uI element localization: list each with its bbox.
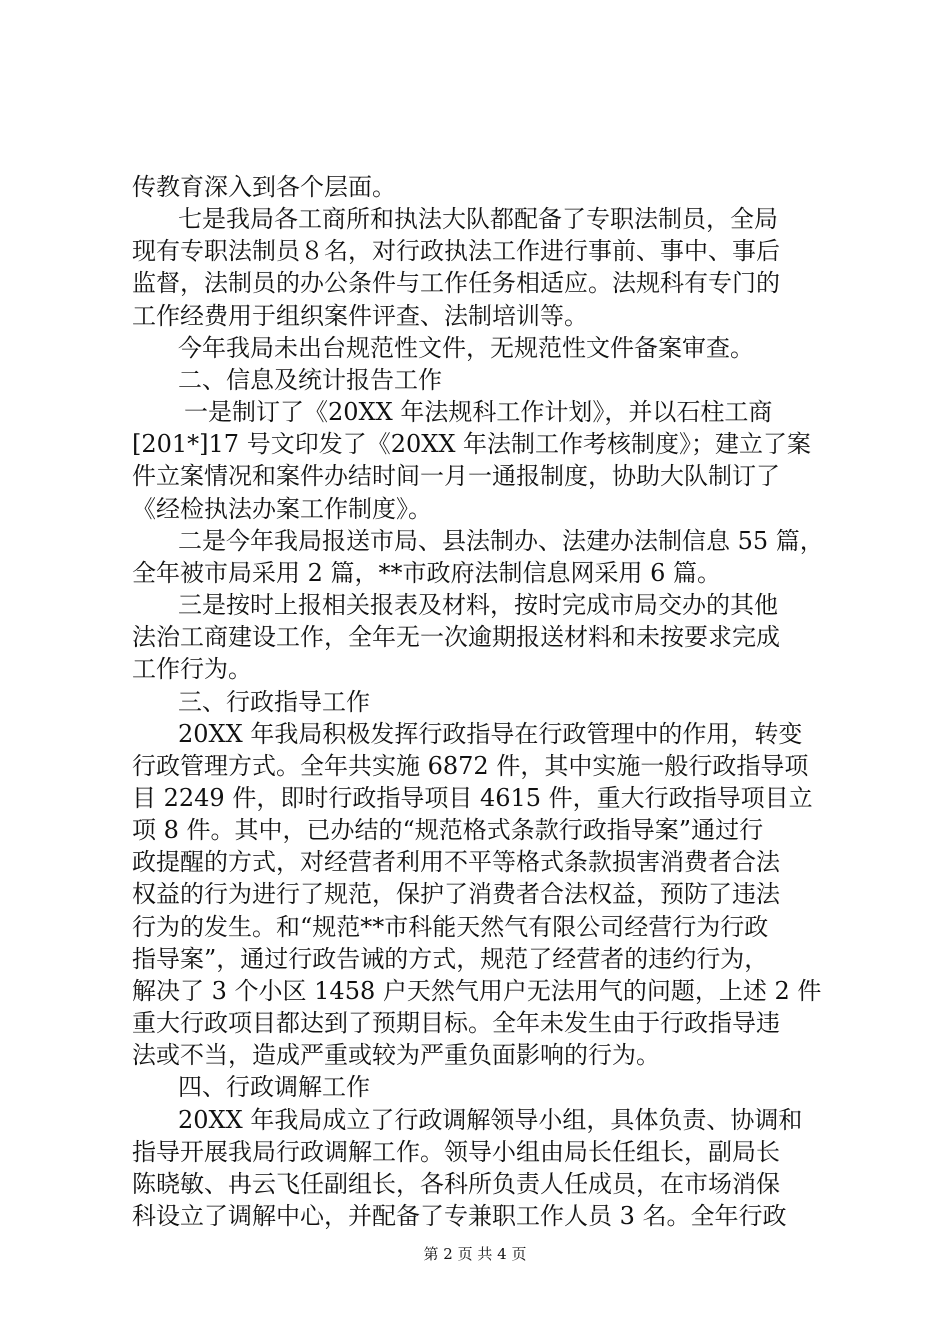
text-line: 20XX 年我局积极发挥行政指导在行政管理中的作用，转变 bbox=[178, 719, 803, 748]
text-line: 二是今年我局报送市局、县法制办、法建办法制信息 55 篇， bbox=[178, 526, 824, 555]
text-line: 传教育深入到各个层面。 bbox=[132, 173, 396, 201]
text-line: 全年被市局采用 2 篇，**市政府法制信息网采用 6 篇。 bbox=[132, 558, 722, 587]
text-line: 现有专职法制员８名，对行政执法工作进行事前、事中、事后 bbox=[132, 237, 780, 266]
text-line: 重大行政项目都达到了预期目标。全年未发生由于行政指导违 bbox=[132, 1009, 780, 1038]
section-heading: 三、行政指导工作 bbox=[178, 687, 370, 716]
text-line: 指导开展我局行政调解工作。领导小组由局长任组长，副局长 bbox=[132, 1137, 780, 1166]
section-heading: 二、信息及统计报告工作 bbox=[178, 365, 442, 394]
text-line: 政提醒的方式，对经营者利用不平等格式条款损害消费者合法 bbox=[132, 848, 780, 877]
text-line: 20XX 年我局成立了行政调解领导小组，具体负责、协调和 bbox=[178, 1105, 803, 1134]
text-line: 指导案”，通过行政告诫的方式，规范了经营者的违约行为， bbox=[132, 944, 769, 973]
text-line: 工作行为。 bbox=[132, 655, 252, 684]
text-line: 权益的行为进行了规范，保护了消费者合法权益，预防了违法 bbox=[132, 880, 780, 909]
text-line: 件立案情况和案件办结时间一月一通报制度，协助大队制订了 bbox=[132, 462, 780, 491]
text-line: 法治工商建设工作，全年无一次逾期报送材料和未按要求完成 bbox=[132, 623, 780, 652]
page-number-footer: 第 2 页 共 4 页 bbox=[423, 1245, 527, 1263]
text-line: 《经检执法办案工作制度》。 bbox=[132, 494, 432, 523]
text-line: 行为的发生。和“规范**市科能天然气有限公司经营行为行政 bbox=[132, 912, 769, 941]
text-line: 七是我局各工商所和执法大队都配备了专职法制员，全局 bbox=[178, 205, 778, 234]
section-heading: 四、行政调解工作 bbox=[178, 1073, 370, 1102]
text-line: 三是按时上报相关报表及材料，按时完成市局交办的其他 bbox=[178, 591, 778, 620]
text-line: 工作经费用于组织案件评查、法制培训等。 bbox=[132, 301, 588, 330]
text-line: 目 2249 件，即时行政指导项目 4615 件，重大行政指导项目立 bbox=[132, 783, 813, 812]
text-line: 行政管理方式。全年共实施 6872 件，其中实施一般行政指导项 bbox=[132, 751, 809, 780]
text-line: 科设立了调解中心，并配备了专兼职工作人员 3 名。全年行政 bbox=[132, 1202, 787, 1230]
text-line: 解决了 3 个小区 1458 户天然气用户无法用气的问题，上述 2 件 bbox=[132, 976, 822, 1005]
text-line: 监督，法制员的办公条件与工作任务相适应。法规科有专门的 bbox=[132, 269, 780, 298]
text-line: 陈晓敏、冉云飞任副组长，各科所负责人任成员，在市场消保 bbox=[132, 1169, 780, 1198]
text-line: 法或不当，造成严重或较为严重负面影响的行为。 bbox=[132, 1041, 660, 1070]
text-line: 今年我局未出台规范性文件，无规范性文件备案审查。 bbox=[178, 333, 754, 362]
text-line: [201*]17 号文印发了《20XX 年法制工作考核制度》；建立了案 bbox=[132, 430, 812, 459]
text-line: 项 8 件。其中，已办结的“规范格式条款行政指导案”通过行 bbox=[132, 816, 764, 845]
text-line: 一是制订了《20XX 年法规科工作计划》，并以石柱工商 bbox=[184, 398, 773, 427]
